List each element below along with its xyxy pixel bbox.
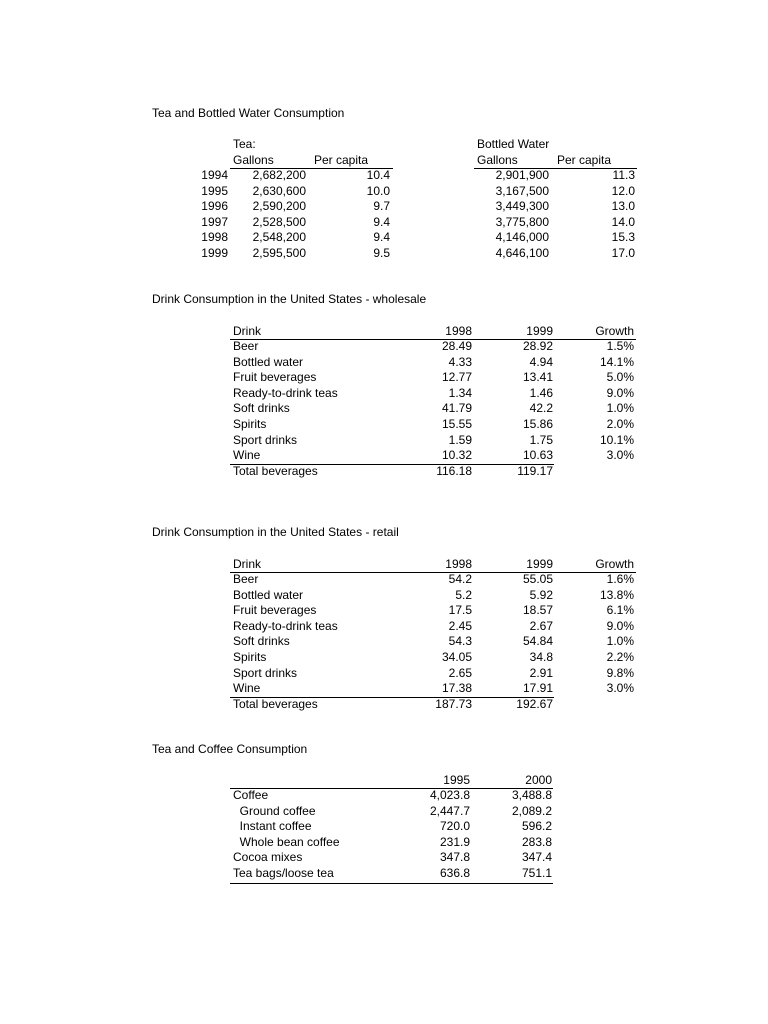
tea-gallons-cell: 2,682,200	[252, 168, 306, 182]
year-cell: 1994	[201, 168, 228, 182]
drink-name-cell: Wine	[233, 681, 261, 696]
value-1999-cell: 10.63	[522, 448, 553, 463]
year-cell: 1995	[201, 183, 228, 198]
value-1995-cell: 347.8	[439, 850, 470, 865]
growth-cell: 1.0%	[606, 634, 634, 649]
item-name-cell: Ground coffee	[233, 803, 316, 818]
drink-name-cell: Bottled water	[233, 587, 304, 602]
water-label: Bottled Water	[477, 137, 550, 151]
value-1998-cell: 34.05	[441, 650, 472, 664]
tea-per-capita-cell: 10.4	[366, 168, 390, 182]
value-1999-cell: 4.94	[529, 354, 553, 369]
value-1999-cell: 2.91	[529, 665, 553, 680]
value-1998-cell: 17.38	[441, 681, 472, 696]
growth-cell: 10.1%	[599, 432, 634, 447]
value-1998-cell: 1.59	[448, 432, 472, 447]
water-gallons-cell: 4,646,100	[495, 246, 549, 260]
tea-per-capita-cell: 10.0	[366, 183, 390, 198]
value-1999-cell: 42.2	[529, 401, 553, 416]
growth-cell: 6.1%	[606, 603, 634, 618]
drink-name-cell: Spirits	[233, 417, 267, 431]
drink-name-cell: Spirits	[233, 650, 267, 664]
value-1999-cell: 34.8	[529, 650, 553, 664]
value-1999-cell: 2.67	[529, 618, 553, 633]
year-cell: 1996	[201, 199, 228, 214]
water-gallons-cell: 2,901,900	[495, 168, 549, 182]
growth-cell: 1.5%	[606, 339, 634, 353]
col-header-1995: 1995	[443, 773, 470, 787]
value-1999-cell: 18.57	[522, 603, 553, 618]
value-1998-cell: 2.45	[448, 618, 472, 633]
water-per-capita-cell: 15.3	[611, 230, 635, 245]
growth-cell: 3.0%	[606, 448, 634, 463]
value-1999-cell: 17.91	[522, 681, 553, 696]
growth-cell: 2.2%	[606, 650, 634, 664]
tea-gallons-header: Gallons	[233, 153, 274, 167]
growth-cell: 9.8%	[606, 665, 634, 680]
value-1998-cell: 54.2	[448, 572, 472, 586]
drink-name-cell: Soft drinks	[233, 401, 290, 416]
water-gallons-cell: 3,775,800	[495, 214, 549, 229]
growth-cell: 3.0%	[606, 681, 634, 696]
item-name-cell: Tea bags/loose tea	[233, 866, 334, 880]
growth-cell: 5.0%	[606, 370, 634, 385]
wholesale-title: Drink Consumption in the United States - wholesale	[152, 292, 427, 306]
value-1998-cell: 5.2	[455, 587, 472, 602]
col-header-drink: Drink	[233, 557, 262, 571]
water-per-capita-cell: 12.0	[611, 183, 635, 198]
value-1995-cell: 2,447.7	[429, 803, 470, 818]
tea-per-capita-cell: 9.4	[373, 214, 390, 229]
item-name-cell: Whole bean coffee	[233, 834, 340, 849]
tea-gallons-cell: 2,595,500	[252, 246, 306, 260]
total-1999: 192.67	[516, 696, 553, 711]
tea-gallons-cell: 2,630,600	[252, 183, 306, 198]
value-1999-cell: 5.92	[529, 587, 553, 602]
water-per-capita-cell: 11.3	[612, 168, 635, 182]
value-1998-cell: 1.34	[448, 385, 472, 400]
col-header-growth: Growth	[595, 557, 634, 571]
value-1999-cell: 13.41	[522, 370, 553, 385]
total-1999: 119.17	[517, 463, 553, 478]
water-gallons-cell: 3,167,500	[495, 183, 549, 198]
drink-name-cell: Beer	[233, 572, 259, 586]
value-1995-cell: 4,023.8	[429, 788, 470, 802]
value-1998-cell: 41.79	[441, 401, 472, 416]
drink-name-cell: Beer	[233, 339, 259, 353]
water-gallons-cell: 3,449,300	[495, 199, 549, 214]
tea-label: Tea:	[233, 137, 256, 151]
retail-title: Drink Consumption in the United States - retail	[152, 525, 399, 539]
value-2000-cell: 751.1	[521, 866, 552, 880]
value-1998-cell: 12.77	[441, 370, 472, 385]
drink-name-cell: Sport drinks	[233, 665, 298, 680]
value-1995-cell: 231.9	[439, 834, 470, 849]
water-per-capita-cell: 17.0	[611, 246, 635, 260]
tea-gallons-cell: 2,590,200	[252, 199, 306, 214]
year-cell: 1999	[201, 246, 228, 260]
water-per-capita-cell: 14.0	[611, 214, 635, 229]
value-2000-cell: 283.8	[521, 834, 552, 849]
tea-per-capita-cell: 9.4	[373, 230, 390, 245]
growth-cell: 2.0%	[606, 417, 634, 431]
total-1998: 116.18	[436, 463, 472, 478]
col-header-drink: Drink	[233, 324, 262, 338]
value-1998-cell: 17.5	[448, 603, 472, 618]
total-1998: 187.73	[435, 696, 472, 711]
value-2000-cell: 3,488.8	[511, 788, 552, 802]
tea-water-title: Tea and Bottled Water Consumption	[152, 106, 345, 120]
drink-name-cell: Soft drinks	[233, 634, 290, 649]
growth-cell: 9.0%	[606, 385, 634, 400]
growth-cell: 9.0%	[606, 618, 634, 633]
drink-name-cell: Sport drinks	[233, 432, 298, 447]
drink-name-cell: Ready-to-drink teas	[233, 618, 338, 633]
value-1995-cell: 720.0	[439, 819, 470, 834]
total-label: Total beverages	[233, 463, 318, 478]
tea-gallons-cell: 2,528,500	[252, 214, 306, 229]
growth-cell: 1.6%	[606, 572, 634, 586]
value-1998-cell: 15.55	[441, 417, 472, 431]
water-per-capita-cell: 13.0	[611, 199, 635, 214]
value-1998-cell: 54.3	[448, 634, 472, 649]
value-1998-cell: 10.32	[441, 448, 472, 463]
value-1998-cell: 28.49	[441, 339, 472, 353]
col-header-growth: Growth	[595, 324, 634, 338]
year-cell: 1997	[201, 214, 228, 229]
water-per-capita-header: Per capita	[557, 153, 612, 167]
value-1998-cell: 4.33	[448, 354, 472, 369]
drink-name-cell: Fruit beverages	[233, 603, 317, 618]
drink-name-cell: Wine	[233, 448, 261, 463]
year-cell: 1998	[201, 230, 228, 245]
value-1999-cell: 15.86	[522, 417, 553, 431]
item-name-cell: Instant coffee	[233, 819, 312, 834]
drink-name-cell: Ready-to-drink teas	[233, 385, 338, 400]
growth-cell: 1.0%	[606, 401, 634, 416]
item-name-cell: Coffee	[233, 788, 269, 802]
bottom-rule	[230, 883, 553, 884]
value-1998-cell: 2.65	[448, 665, 472, 680]
tea-coffee-title: Tea and Coffee Consumption	[152, 742, 308, 756]
value-1999-cell: 1.46	[529, 385, 553, 400]
drink-name-cell: Bottled water	[233, 354, 304, 369]
water-gallons-header: Gallons	[477, 153, 518, 167]
growth-cell: 13.8%	[599, 587, 634, 602]
value-1999-cell: 55.05	[522, 572, 553, 586]
tea-per-capita-header: Per capita	[314, 153, 369, 167]
value-2000-cell: 596.2	[521, 819, 552, 834]
col-header-1999: 1999	[526, 557, 553, 571]
value-1999-cell: 28.92	[522, 339, 553, 353]
col-header-2000: 2000	[525, 773, 552, 787]
value-1999-cell: 1.75	[529, 432, 553, 447]
total-label: Total beverages	[233, 696, 318, 711]
value-1995-cell: 636.8	[439, 866, 470, 880]
tea-per-capita-cell: 9.5	[373, 246, 390, 260]
col-header-1998: 1998	[445, 557, 472, 571]
value-2000-cell: 2,089.2	[511, 803, 552, 818]
value-1999-cell: 54.84	[522, 634, 553, 649]
drink-name-cell: Fruit beverages	[233, 370, 317, 385]
col-header-1999: 1999	[526, 324, 553, 338]
water-gallons-cell: 4,146,000	[495, 230, 549, 245]
tea-gallons-cell: 2,548,200	[252, 230, 306, 245]
value-2000-cell: 347.4	[521, 850, 552, 865]
tea-per-capita-cell: 9.7	[373, 199, 390, 214]
col-header-1998: 1998	[445, 324, 472, 338]
growth-cell: 14.1%	[599, 354, 634, 369]
item-name-cell: Cocoa mixes	[233, 850, 303, 865]
